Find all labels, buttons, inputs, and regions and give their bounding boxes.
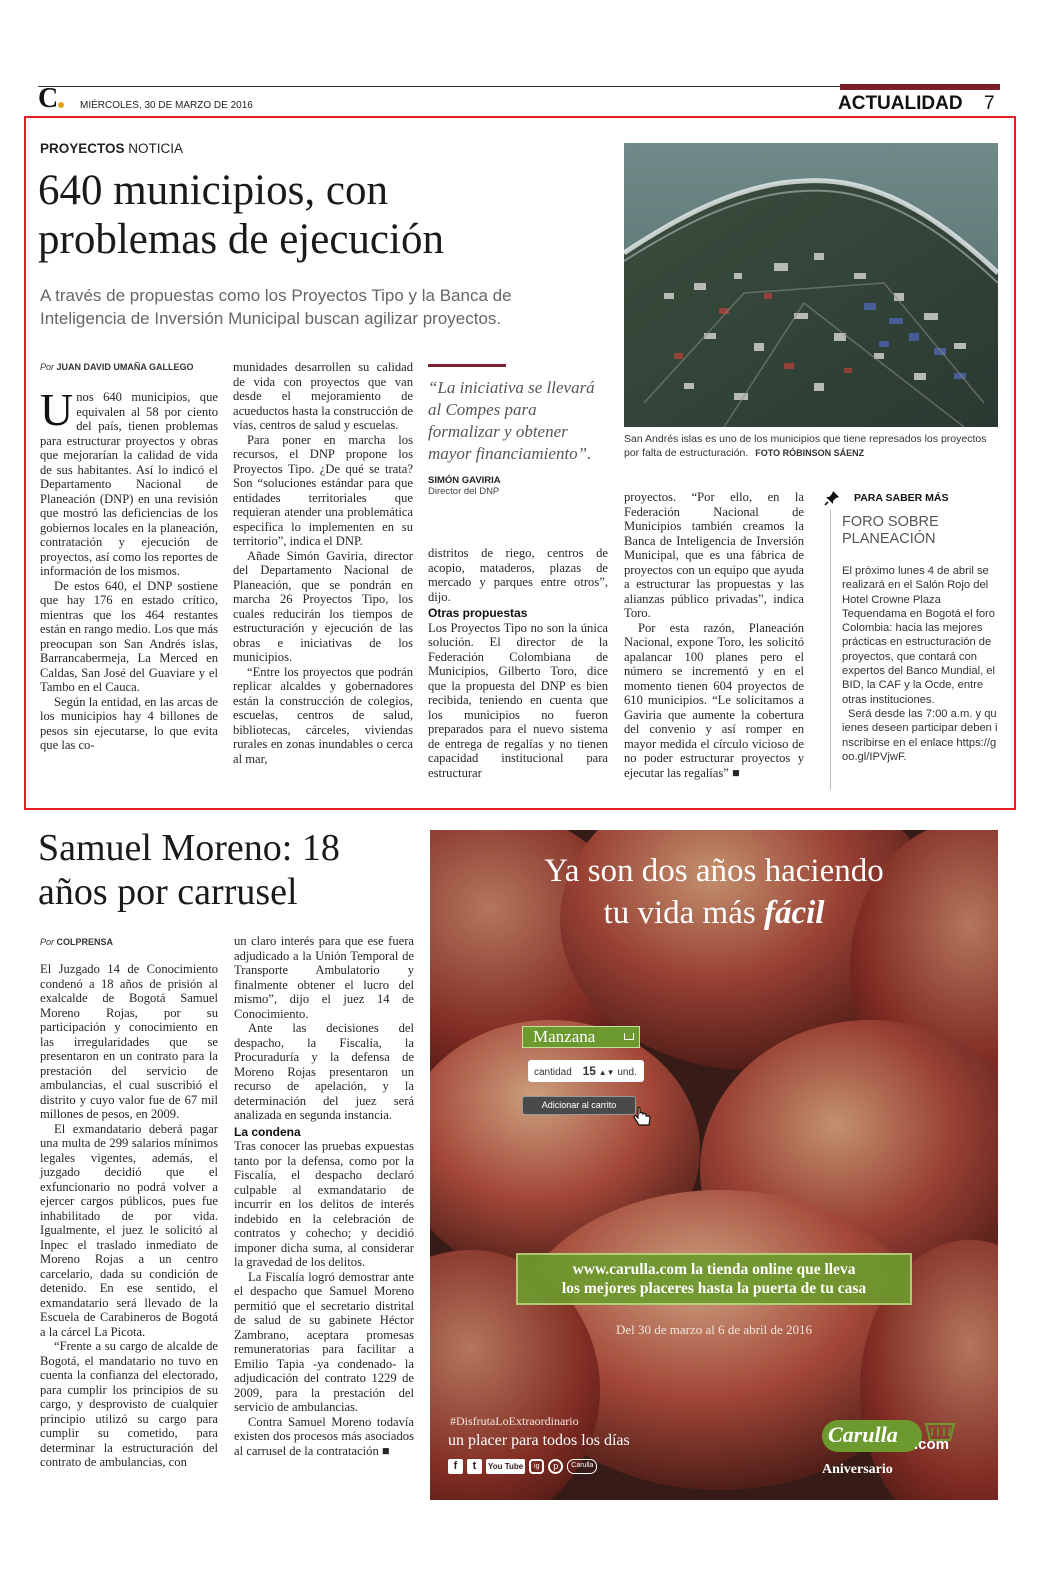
byline-name: COLPRENSA <box>56 937 114 947</box>
quote-author: SIMÓN GAVIRIA <box>428 475 501 486</box>
ad-headline-em: fácil <box>763 895 825 931</box>
byline-prefix: Por <box>40 362 55 372</box>
pull-quote <box>428 364 610 497</box>
paragraph: Por esta razón, Planeación Nacional, expone Toro, les solicitó apalancar 100 planes pero el número se incrementó y en el momento tienen 604 proyectos de 610 municipios. “Le solicitamos a Gaviria que aumente la cobertura del convenio y así romper en mayor medida el círculo vicioso de no poder estructurar proyectos y ejecutar las regalías” ■ <box>624 620 804 780</box>
byline-name: JUAN DAVID UMAÑA GALLEGO <box>56 362 194 372</box>
youtube-icon[interactable]: You Tube <box>486 1459 525 1474</box>
pin-icon <box>824 490 840 506</box>
hand-cursor-icon <box>630 1106 654 1130</box>
ad-tagline: un placer para todos los días <box>448 1432 630 1449</box>
article2-byline <box>40 937 113 947</box>
caption-text: San Andrés islas es uno de los municipios que tiene represados los proyectos por falta de estructuración. <box>624 433 987 459</box>
kicker-text: NOTICIA <box>128 141 184 156</box>
product-name: Manzana <box>533 1027 596 1046</box>
quantity-unit: und. <box>617 1067 637 1078</box>
promo-dates: Del 30 de marzo al 6 de abril de 2016 <box>615 1322 812 1337</box>
quantity-label: cantidad <box>534 1067 572 1078</box>
article-deck <box>40 284 512 330</box>
sidebar-divider <box>830 510 831 790</box>
paragraph: proyectos. “Por ello, en la Federación Nacional de Municipios también creamos la Banca de Inteligencia de Inversión Municipal, que es una fábrica de proyectos con un equipo que ayuda a estructurar las propuestas y las alianzas público privadas”, indica Toro. <box>624 490 804 620</box>
ad-headline-line-2 <box>430 892 998 934</box>
paragraph: un claro interés para que ese fuera adjudicado a la Unión Temporal de Transporte Ambulatorio y finalmente obtener el lucro del mismo”, dijo el juez 14 de Conocimiento. <box>234 934 414 1021</box>
article2-col-2 <box>234 934 414 1458</box>
banner-line-1: www.carulla.com la tienda online que lleva <box>572 1261 856 1278</box>
article2-col-1 <box>40 962 218 1470</box>
article2-headline <box>38 826 340 914</box>
kicker-bold: PROYECTOS <box>40 141 125 156</box>
carulla-app-icon[interactable]: Carulla <box>567 1459 597 1474</box>
sidebar-label: PARA SABER MÁS <box>854 492 949 504</box>
carulla-logo <box>816 1412 976 1482</box>
twitter-icon[interactable]: t <box>467 1459 482 1474</box>
paragraph <box>40 384 218 579</box>
paragraph: La Fiscalía logró demostrar ante el despacho que Samuel Moreno permitió que el secretario distrital de salud de su gabinete Héctor Zambrano, aceptara promesas remuneratorias para facilitar a Emilio Tapia -ya condenado- la adjudicación del contrato 1229 de 2009, para la prestación del servicio de ambulancias. <box>234 1269 414 1414</box>
basket-icon <box>922 1418 958 1444</box>
carulla-advertisement[interactable] <box>430 830 998 1500</box>
stepper-arrows-icon[interactable]: ▲▼ <box>598 1068 615 1077</box>
banner-line-2: los mejores placeres hasta la puerta de tu casa <box>561 1280 867 1297</box>
subhead: La condena <box>234 1124 301 1139</box>
quote-rule <box>428 364 506 367</box>
article-headline <box>38 166 444 264</box>
ad-hashtag: #DisfrutaLoExtraordinario <box>450 1414 579 1428</box>
photo-caption <box>624 432 998 460</box>
sidebar-title-line-1: FORO SOBRE <box>842 514 939 530</box>
headline-line-2: problemas de ejecución <box>38 216 444 263</box>
article1-col-2 <box>233 360 413 766</box>
logo-c: C <box>38 83 59 114</box>
article-kicker <box>40 141 183 156</box>
sidebar-title <box>842 514 939 548</box>
paragraph: Añade Simón Gaviria, director del Departamento Nacional de Planeación, que se pondrán en marcha 26 Proyectos Tipo, los cuales reducirán los tiempos de estructuración y ejecución de las obras e iniciativas de los municipios. <box>233 548 413 664</box>
url-banner-text <box>516 1260 912 1298</box>
paragraph: distritos de riego, centros de acopio, mataderos, plazas de mercado y parques entre otros”, dijo. <box>428 546 608 604</box>
article1-col-3 <box>428 546 608 780</box>
sidebar-body-text-2: Será desde las 7:00 a.m. y quienes deseen participar deben inscribirse en el enlace https://goo.gl/IPVjwF. <box>842 707 998 763</box>
quantity-stepper[interactable] <box>528 1060 644 1082</box>
paragraph: Los Proyectos Tipo no son la única solución. El director de la Federación Colombiana de Municipios, Gilberto Toro, dice que la propuesta del DNP es bien recibida, teniendo en cuenta que los municipios no fueron preparados para el nuevo sistema de entrega de regalías y no tienen capacidad institucional para estructurar <box>428 620 608 780</box>
product-name-tag <box>522 1026 640 1048</box>
deck-line-2: Inteligencia de Inversión Municipal buscan agilizar proyectos. <box>40 309 502 328</box>
paragraph: “Frente a su cargo de alcalde de Bogotá, el mandatario no tuvo en cuenta la confianza del electorado, para cumplir los principios de su cargo, y desprovisto de cualquier principio utilizó su cargo para cumplir su cometido, para determinar la estructuración del contrato de ambulancias, con <box>40 1339 218 1469</box>
logo-brand: Carulla <box>828 1422 898 1447</box>
paragraph: El exmandatario deberá pagar una multa de 299 salarios mínimos legales vigentes, además, el juzgado decidió que el exfuncionario no podrá volver a ejercer cargos públicos, pues fue inhabilitado de por vida. Igualmente, el juez le solicitó al Inpec el traslado inmediato de Moreno Rojas a un centro carcelario, dada su condición de detenido. En ese sentido, el exmandatario será llevado de la Escuela de Carabineros de Bogotá a la cárcel La Picota. <box>40 1121 218 1339</box>
san-andres-aerial-photo <box>624 143 998 427</box>
instagram-icon[interactable]: ig <box>529 1459 544 1474</box>
paragraph-text: nos 640 municipios, que equivalen al 58 por ciento del país, tienen problemas para estructurar proyectos y obras que mejorarían la calidad de vida de sus habitantes. Así lo indicó el Departamento Nacional de Planeación (DNP) en una revisión que mostró las deficiencias de los gobiernos locales en la planeación, contratación y ejecución de proyectos, así como los reportes de información de los mismos. <box>40 390 218 578</box>
paragraph: El Juzgado 14 de Conocimiento condenó a 18 años de prisión al exalcalde de Bogotá Samuel Moreno Rojas, por su participación y conocimiento en las irregularidades que se presentaron en un contrato para la prestación del servicio de ambulancias, el cual suscribió el distrito y cuyo valor fue de 67 mil millones de pesos, en 2009. <box>40 962 218 1121</box>
headline-line-1: Samuel Moreno: 18 <box>38 827 340 869</box>
sidebar-body <box>842 564 998 764</box>
quote-text: “La iniciativa se llevará al Compes para formalizar y obtener mayor financiamiento”. <box>428 378 595 463</box>
ad-headline <box>430 850 998 934</box>
drop-cap: U <box>40 384 74 435</box>
aniversario-label: Aniversario <box>822 1462 893 1477</box>
paragraph: “Entre los proyectos que podrán replicar alcaldes y gobernadores están la construcción de colegios, escuelas, centros de salud, bibliotecas, cárceles, viviendas rurales en zonas inundables o cerca al mar, <box>233 664 413 766</box>
product-widget <box>522 1026 652 1126</box>
logo-suffix: .com <box>914 1436 950 1453</box>
headline-line-2: años por carrusel <box>38 871 298 913</box>
paragraph: Ante las decisiones del despacho, la Fiscalía, la Procuraduría y la defensa de Moreno Rojas presentaron un recurso de apelación, y la determinación del juez será analizada en segunda instancia. <box>234 1021 414 1122</box>
header-date: MIÉRCOLES, 30 DE MARZO DE 2016 <box>80 100 253 111</box>
deck-line-1: A través de propuestas como los Proyectos Tipo y la Banca de <box>40 286 512 305</box>
social-icons-row <box>448 1458 597 1474</box>
sidebar-body-text: El próximo lunes 4 de abril se realizará en el Salón Rojo del Hotel Crowne Plaza Tequendama en Bogotá el foro Colombia: hacia las mejores prácticas en estructuración de proyectos, que contará con expertos del Banco Mundial, el BID, la CAF y la Ocde, entre otras instituciones. <box>842 565 996 706</box>
quantity-value: 15 <box>582 1064 596 1078</box>
ad-headline-pre: tu vida más <box>603 895 756 931</box>
pinterest-icon[interactable]: p <box>548 1459 563 1474</box>
add-to-cart-button[interactable]: Adicionar al carrito <box>522 1096 636 1115</box>
subhead: Otras propuestas <box>428 606 528 620</box>
sidebar-title-line-2: PLANEACIÓN <box>842 531 936 547</box>
section-label: ACTUALIDAD <box>838 93 963 114</box>
paragraph: Según la entidad, en las arcas de los municipios hay 4 billones de pesos sin ejecutarse, lo que evita que las co- <box>40 694 218 752</box>
facebook-icon[interactable]: f <box>448 1459 463 1474</box>
page-header <box>38 84 1000 112</box>
para-saber-mas-box <box>822 488 1000 796</box>
photo-credit: FOTO RÓBINSON SÁENZ <box>755 448 865 458</box>
ad-headline-line-1: Ya son dos años haciendo <box>544 853 884 889</box>
article1-col-1 <box>40 384 218 753</box>
paragraph: munidades desarrollen su calidad de vida con proyectos que van desde el mejoramiento de acueductos hasta la construcción de vías, centros de salud y escuelas. <box>233 360 413 432</box>
header-accent-bar <box>840 84 1000 90</box>
page-number: 7 <box>984 93 995 114</box>
headline-line-1: 640 municipios, con <box>38 167 388 214</box>
cart-icon <box>624 1033 634 1040</box>
article1-col-4 <box>624 490 804 780</box>
quote-role: Director del DNP <box>428 486 500 497</box>
paragraph: De estos 640, el DNP sostiene que hay 176 en estado crítico, mientras que los 464 restantes están en rango medio. Los que más preocupan son San Andrés islas, Barrancabermeja, La Merced en Caldas, San José del Guaviare y el Tambo en el Cauca. <box>40 578 218 694</box>
paragraph: Tras conocer las pruebas expuestas tanto por la defensa, como por la Fiscalía, el despacho declaró culpable al exmandatario de incurrir en los delitos de interés indebido en la celebración de contratos y cohecho; y decidió imponer dicha suma, al considerar la gravedad de los delitos. <box>234 1139 414 1269</box>
logo-dot-icon <box>58 102 64 108</box>
paragraph: Para poner en marcha los recursos, el DNP propone los Proyectos Tipo. ¿De qué se trata? Son “soluciones estándar para que entidades territoriales que requieran atender una problemática especifica lo implementen en su territorio”, indica el DNP. <box>233 432 413 548</box>
paragraph: Contra Samuel Moreno todavía existen dos procesos más asociados al carrusel de la contratación ■ <box>234 1414 414 1458</box>
article-byline <box>40 362 194 372</box>
aerial-photo-illustration <box>624 143 998 427</box>
byline-prefix: Por <box>40 937 55 947</box>
